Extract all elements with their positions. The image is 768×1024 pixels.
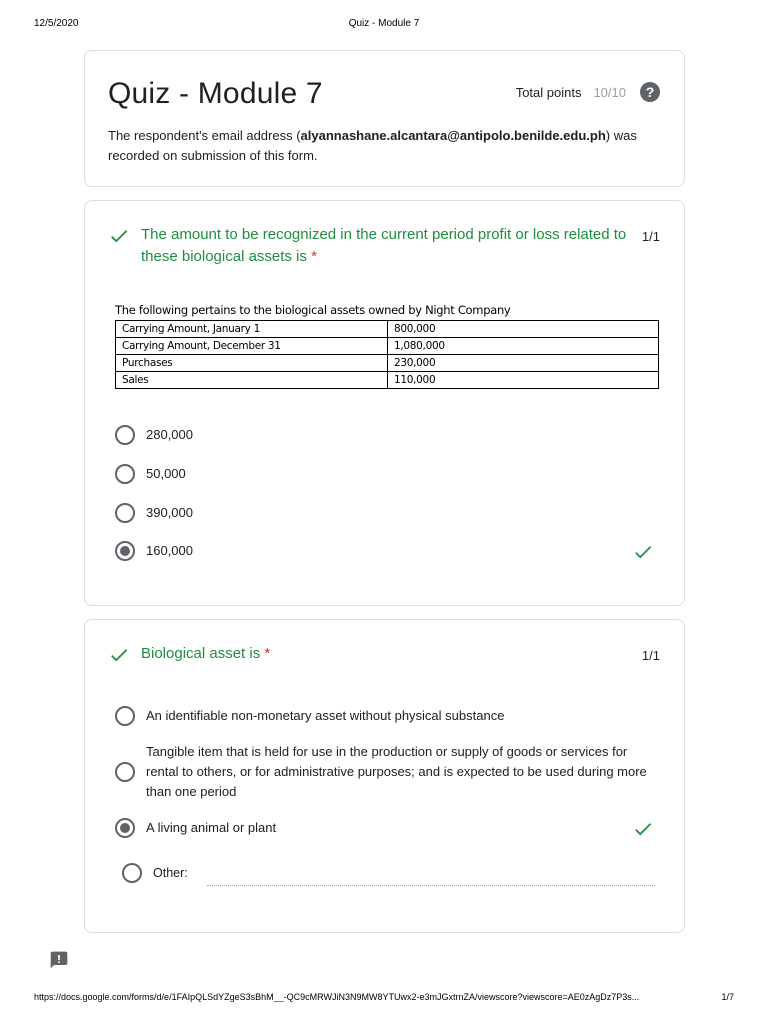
option-label: A living animal or plant [146,820,277,835]
table-cell: 230,000 [388,355,659,372]
radio-button[interactable] [115,464,135,484]
answer-option[interactable] [115,425,193,445]
print-footer [0,992,768,1006]
radio-button[interactable] [115,425,135,445]
radio-button[interactable] [115,503,135,523]
print-header [0,18,768,32]
question-card-2 [84,619,685,933]
feedback-icon[interactable] [49,950,69,970]
check-icon [632,541,654,563]
table-cell: 1,080,000 [388,338,659,355]
radio-button-checked[interactable] [115,818,135,838]
question-title-text: The amount to be recognized in the current period profit or loss related to these biological assets is [141,226,627,265]
required-marker: * [264,645,271,662]
option-label: 160,000 [146,543,193,558]
print-page-number: 1/7 [721,992,734,1002]
respondent-email: alyannashane.alcantara@antipolo.benilde.edu.ph [300,128,606,143]
email-note-prefix: The respondent's email address ( [108,128,301,143]
table-cell: Purchases [116,355,388,372]
option-label: 280,000 [146,427,193,442]
option-label: 390,000 [146,505,193,520]
question-score: 1/1 [641,229,660,244]
radio-button[interactable] [115,762,135,782]
radio-button[interactable] [115,706,135,726]
answer-option-selected[interactable] [115,541,193,561]
option-label: 50,000 [146,466,186,481]
table-cell: 110,000 [388,372,659,389]
answer-option[interactable] [115,464,186,484]
question-title-text: Biological asset is [141,645,261,662]
print-url: https://docs.google.com/forms/d/e/1FAIpQLSdYZgeS3sBhM__-QC9cMRWJiN3N9MW8YTUwx2-e3mJGxtrnZA/viewscore?viewscore=AE0zAgDz7P3s... [34,992,640,1002]
radio-button-checked[interactable] [115,541,135,561]
check-icon [632,818,654,840]
help-icon[interactable]: ? [640,82,660,102]
check-icon [108,225,130,247]
option-label: Tangible item that is held for use in the production or supply of goods or services for rental to others, or for administrative purposes; and is expected to be used during more than one period [146,744,647,799]
total-points-label: Total points [515,84,582,100]
answer-option-selected[interactable] [115,818,276,838]
table-row [116,321,659,338]
table-row [116,338,659,355]
total-points [516,82,660,102]
table-cell: Carrying Amount, December 31 [116,338,388,355]
question-card-1 [84,200,685,606]
print-title: Quiz - Module 7 [348,18,420,29]
answer-option[interactable] [115,706,504,726]
answer-option-other[interactable] [122,863,188,883]
question-title [141,224,641,268]
table-caption: The following pertains to the biological assets owned by Night Company [115,303,511,317]
table-row [116,372,659,389]
table-row [116,355,659,372]
question-score: 1/1 [641,648,660,663]
radio-button[interactable] [122,863,142,883]
option-label: An identifiable non-monetary asset without physical substance [146,708,505,723]
total-points-value: 10/10 [593,84,626,100]
form-title: Quiz - Module 7 [108,77,323,110]
answer-option[interactable] [115,742,655,802]
check-icon [108,644,130,666]
other-text-input[interactable] [207,885,655,886]
answer-option[interactable] [115,503,193,523]
table-cell: 800,000 [388,321,659,338]
required-marker: * [311,248,317,265]
question-title [141,643,641,665]
form-header-card [84,50,685,187]
table-cell: Carrying Amount, January 1 [116,321,388,338]
email-note [108,126,668,166]
other-label: Other: [153,866,188,880]
table-cell: Sales [116,372,388,389]
print-date: 12/5/2020 [34,18,79,29]
biological-assets-table [115,320,659,389]
email-note-suffix: ) was recorded on submission of this form. [108,128,637,163]
